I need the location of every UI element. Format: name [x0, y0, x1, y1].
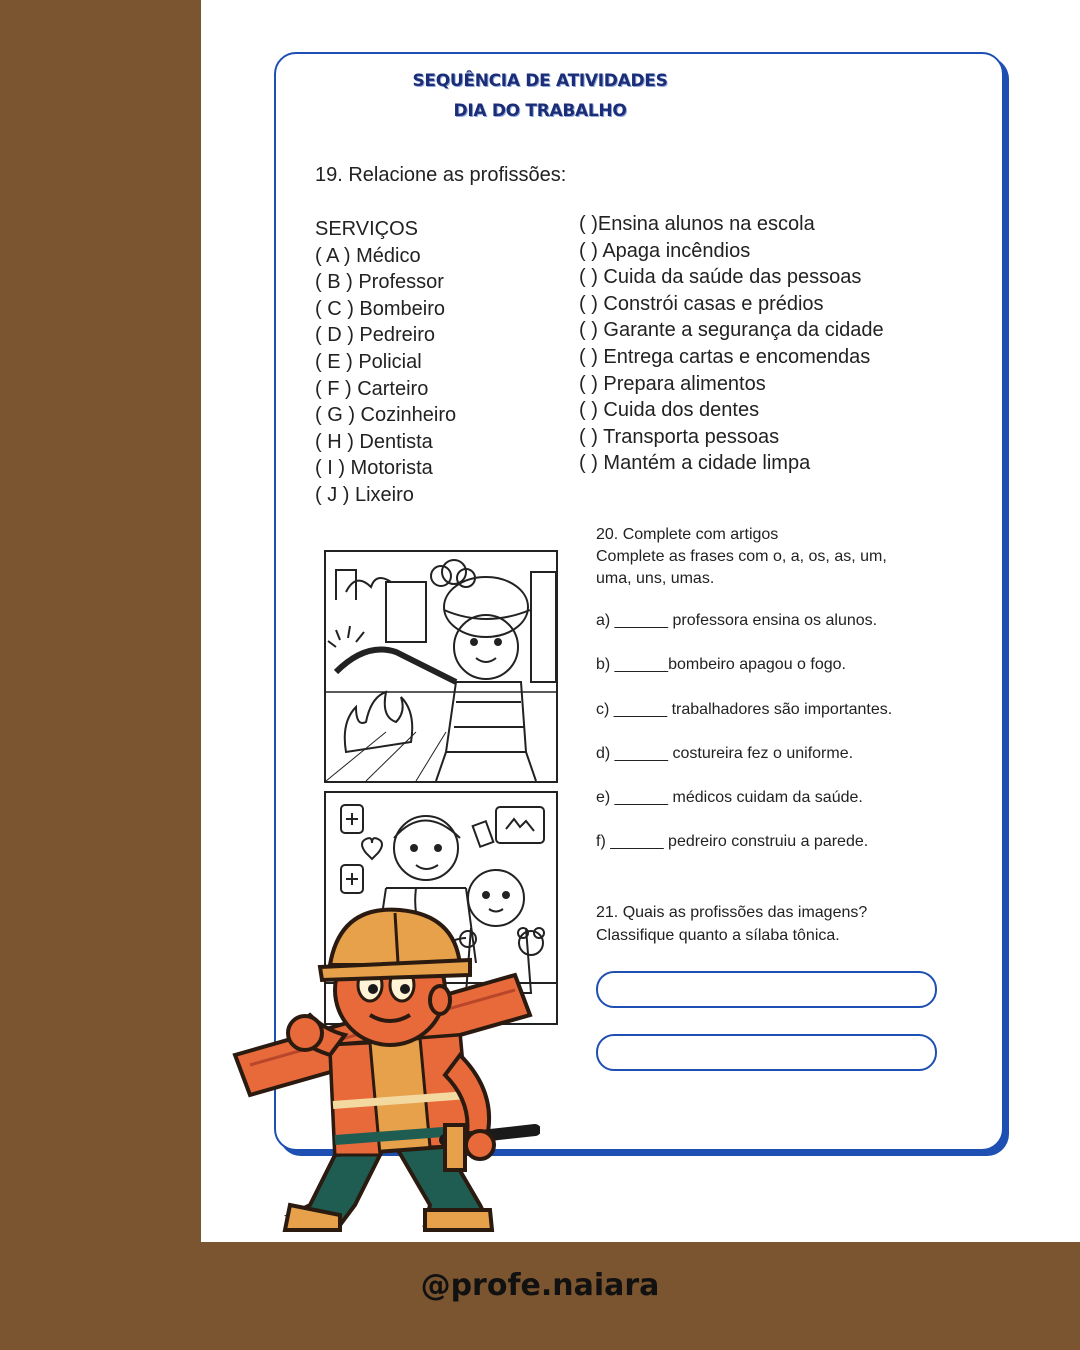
- sentence-b: b) ______bombeiro apagou o fogo.: [596, 656, 846, 673]
- description-item: ( ) Garante a segurança da cidade: [579, 319, 884, 342]
- profession-item: ( E ) Policial: [315, 350, 422, 373]
- description-item: ( ) Apaga incêndios: [579, 239, 751, 262]
- answer-field-1[interactable]: [596, 971, 937, 1008]
- description-item: ( ) Cuida da saúde das pessoas: [579, 266, 862, 289]
- title-line-2: DIA DO TRABALHO: [453, 101, 627, 121]
- question-21-line2: Classifique quanto a sílaba tônica.: [596, 927, 840, 944]
- question-21-line1: 21. Quais as profissões das imagens?: [596, 904, 868, 921]
- answer-field-2[interactable]: [596, 1034, 937, 1071]
- question-20: [596, 524, 916, 590]
- construction-worker-icon: [230, 905, 540, 1245]
- description-item: ( ) Constrói casas e prédios: [579, 292, 824, 315]
- sentence-e: e) ______ médicos cuidam da saúde.: [596, 789, 863, 806]
- description-item: ( ) Cuida dos dentes: [579, 399, 760, 422]
- description-item: ( ) Mantém a cidade limpa: [579, 452, 811, 475]
- description-item: ( )Ensina alunos na escola: [579, 213, 815, 235]
- sentence-c: c) ______ trabalhadores são importantes.: [596, 701, 893, 718]
- descriptions-column: [579, 211, 884, 477]
- description-item: ( ) Prepara alimentos: [579, 372, 766, 395]
- firefighter-illustration: [324, 550, 558, 783]
- profession-item: ( G ) Cozinheiro: [315, 404, 457, 427]
- profession-item: ( J ) Lixeiro: [315, 483, 414, 506]
- sentence-a: a) ______ professora ensina os alunos.: [596, 612, 878, 629]
- profession-item: ( I ) Motorista: [315, 457, 433, 480]
- profession-item: ( B ) Professor: [315, 271, 444, 294]
- sentence-f: f) ______ pedreiro construiu a parede.: [596, 833, 869, 850]
- question-19-prompt: 19. Relacione as profissões:: [315, 164, 567, 186]
- profession-item: ( D ) Pedreiro: [315, 324, 436, 347]
- description-item: ( ) Transporta pessoas: [579, 425, 780, 448]
- question-21: [596, 901, 916, 947]
- question-20-title: 20. Complete com artigos: [596, 526, 779, 543]
- profession-item: ( A ) Médico: [315, 244, 421, 267]
- sentence-d: d) ______ costureira fez o uniforme.: [596, 745, 854, 762]
- instagram-handle: @profe.naiara: [420, 1268, 660, 1303]
- title-line-1: SEQUÊNCIA DE ATIVIDADES: [412, 71, 668, 91]
- description-item: ( ) Entrega cartas e encomendas: [579, 345, 871, 368]
- profession-item: ( H ) Dentista: [315, 430, 433, 453]
- professions-column: [315, 216, 456, 509]
- services-header: SERVIÇOS: [315, 218, 418, 240]
- profession-item: ( F ) Carteiro: [315, 377, 429, 400]
- profession-item: ( C ) Bombeiro: [315, 297, 446, 320]
- question-20-instruction: Complete as frases com o, a, os, as, um, uma, uns, umas.: [596, 548, 887, 587]
